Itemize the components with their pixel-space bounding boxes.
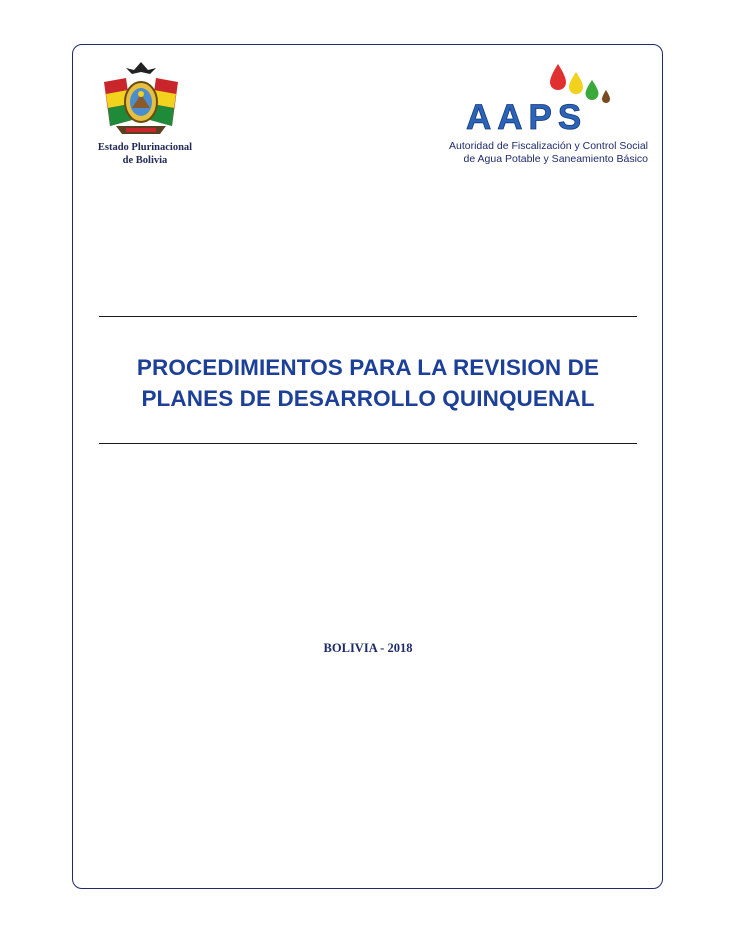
place-year: BOLIVIA - 2018	[323, 641, 413, 655]
bolivia-coat-of-arms-icon	[96, 60, 186, 138]
aaps-caption	[420, 140, 648, 166]
state-caption	[85, 141, 205, 167]
page-frame	[72, 44, 663, 889]
aaps-caption-line2: de Agua Potable y Saneamiento Básico	[463, 153, 648, 165]
title-rule-top	[99, 316, 637, 317]
title-rule-bottom	[99, 443, 637, 444]
document-title-line2: PLANES DE DESARROLLO QUINQUENAL	[141, 386, 595, 411]
document-title-line1: PROCEDIMIENTOS PARA LA REVISION DE	[136, 355, 600, 380]
aaps-logo	[466, 98, 616, 134]
state-caption-line2: de Bolivia	[122, 155, 168, 166]
aaps-caption-line1: Autoridad de Fiscalización y Control Social	[448, 140, 648, 152]
state-caption-line1: Estado Plurinacional	[97, 142, 193, 153]
document-title	[99, 352, 637, 414]
aaps-logo-text: AAPS	[466, 98, 588, 134]
